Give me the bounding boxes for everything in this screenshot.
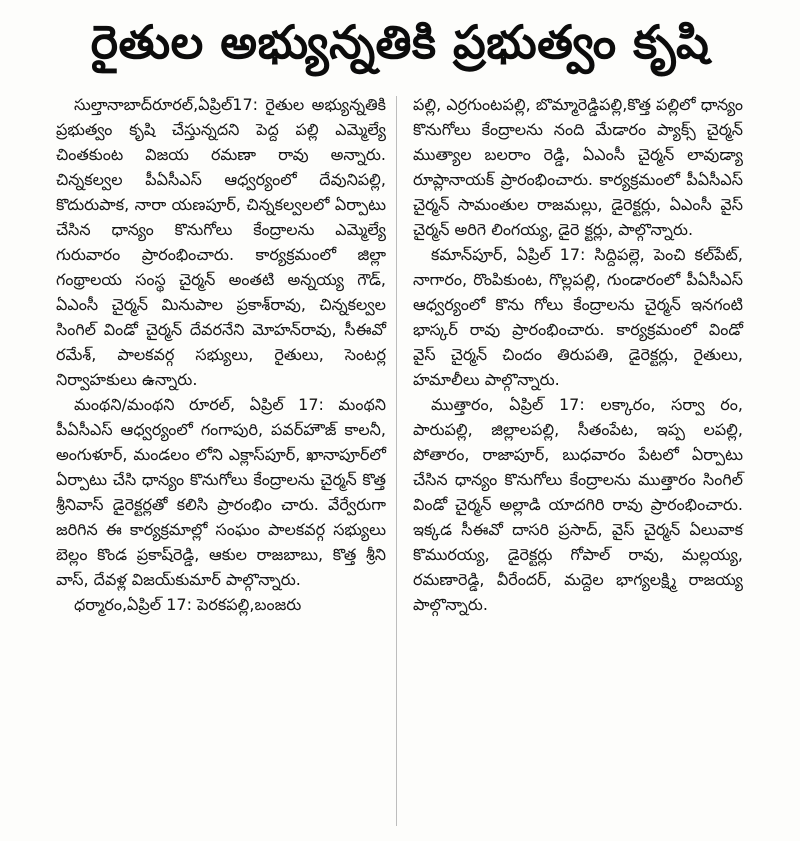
column-divider [396, 96, 397, 826]
article-paragraph-kamanpur: కమాన్‌పూర్‌, ఏప్రిల్‌ 17: సిద్దిపల్లె, పెంచి కల్‌పేట్‌, నాగారం, రొంపికుంట, గొల్లపల్లి, గుండారంలో పీఏసీఎస్‌ ఆధ్వర్యంలో కొను గోలు కేంద్రాలను చైర్మన్‌ ఇనగంటి భాస్కర్‌ రావు ప్రారంభించారు. కార్యక్రమంలో విండో వైస్‌ చైర్మన్‌ చిందం తిరుపతి, డైరెక్టర్లు, రైతులు, హమాలీలు పాల్గొన్నారు. [413, 245, 743, 389]
left-column [56, 92, 386, 617]
article-paragraph-dharmaram-continued: పల్లి, ఎర్రగుంటపల్లి, బొమ్మారెడ్డిపల్లి,కొత్త పల్లిలో ధాన్యం కొనుగోలు కేంద్రాలను నంది మేడారం ప్యాక్స్‌ చైర్మన్‌ ముత్యాల బలరాం రెడ్డి, ఏఎంసీ చైర్మన్‌ లావుడ్యా రూప్లానాయక్‌ ప్రారంభించారు. కార్యక్రమంలో పీఏసీఎస్‌ చైర్మన్‌ సామంతుల రాజమల్లు, డైరెక్టర్లు, ఏఎంసీ వైస్‌ చైర్మన్‌ అరిగె లింగయ్య, డైరె క్టర్లు, పాల్గొన్నారు. [413, 95, 743, 239]
headline: రైతుల అభ్యున్నతికి ప్రభుత్వం కృషి [90, 15, 710, 69]
article-paragraph-manthani: మంథని/మంథని రూరల్‌, ఏప్రిల్‌ 17: మంథని పీఏసీఎస్‌ ఆధ్వర్యంలో గంగాపురి, పవర్‌హౌజ్‌ కాలనీ, అంగుళూర్‌, మండలం లోని ఎక్లాస్‌పూర్‌, ఖానాపూర్‌లో ఏర్పాటు చేసి ధాన్యం కొనుగోలు కేంద్రాలను చైర్మన్‌ కొత్త శ్రీనివాస్‌ డైరెక్టర్లతో కలిసి ప్రారంభిం చారు. వేర్వేరుగా జరిగిన ఈ కార్యక్రమాల్లో సంఘం పాలకవర్గ సభ్యులు బెల్లం కొండ ప్రకాష్‌రెడ్డి, ఆకుల రాజబాబు, కొత్త శ్రీని వాస్‌, దేవళ్ల విజయ్‌కుమార్‌ పాల్గొన్నారు. [56, 395, 386, 589]
article-paragraph-muttharam: ముత్తారం, ఏప్రిల్‌ 17: లక్కారం, సర్వా రం, పారుపల్లి, జిల్లాలపల్లి, సీతంపేట, ఇప్ప లపల్లి, పోతారం, రాజాపూర్‌, బుధవారం పేటలో ఏర్పాటు చేసిన ధాన్యం కొనుగోలు కేంద్రాలను ముత్తారం సింగిల్‌ విండో చైర్మన్‌ అల్లాడి యాదగిరి రావు ప్రారంభించారు. ఇక్కడ సీఈవో దాసరి ప్రసాద్‌, వైస్‌ చైర్మన్‌ ఏలువాక కొమురయ్య, డైరెక్టర్లు గోపాల్‌ రావు, మల్లయ్య, రమణారెడ్డి, వీరేందర్‌, మద్దెల భాగ్యలక్ష్మి రాజయ్య పాల్గొన్నారు. [413, 395, 743, 614]
article-paragraph-dharmaram: ధర్మారం,ఏప్రిల్‌ 17: పెరకపల్లి,బంజరు [74, 595, 302, 614]
right-column [413, 92, 743, 617]
article-paragraph-sultanabad: సుల్తానాబాద్‌రూరల్‌,ఏప్రిల్‌17: రైతుల అభ్యున్నతికి ప్రభుత్వం కృషి చేస్తున్నదని పెద్ద పల్లి ఎమ్మెల్యే చింతకుంట విజయ రమణా రావు అన్నారు. చిన్నకల్వల పీఏసీఎస్‌ ఆధ్వర్యంలో దేవునిపల్లి, కొదురుపాక, నారా యణపూర్‌, చిన్నకల్వలలో ఏర్పాటు చేసిన ధాన్యం కొనుగోలు కేంద్రాలను ఎమ్మెల్యే గురువారం ప్రారంభించారు. కార్యక్రమంలో జిల్లా గంథ్రాలయ సంస్థ చైర్మన్‌ అంతటి అన్నయ్య గౌడ్‌, ఏఎంసీ చైర్మన్‌ మినుపాల ప్రకాశ్‌రావు, చిన్నకల్వల సింగిల్‌ విండో చైర్మన్‌ దేవరనేని మోహన్‌రావు, సీఈవో రమేశ్‌, పాలకవర్గ సభ్యులు, రైతులు, సెంటర్ల నిర్వాహకులు ఉన్నారు. [56, 95, 386, 389]
